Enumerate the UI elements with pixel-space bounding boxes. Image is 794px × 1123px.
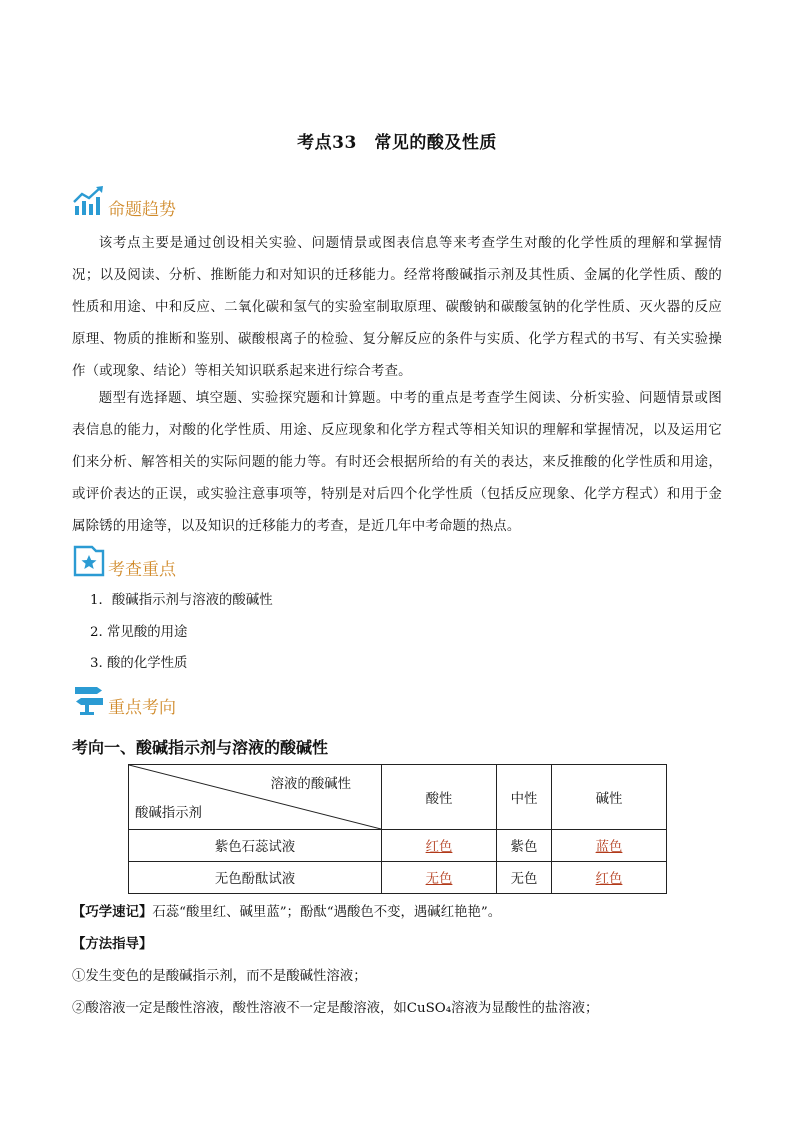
- tip-line: [72, 901, 501, 920]
- table-cell: 红色: [552, 862, 667, 894]
- section-direction-label: 重点考向: [108, 698, 176, 718]
- corner-top-label: 溶液的酸碱性: [270, 777, 351, 792]
- section-trend-header: [72, 182, 176, 218]
- direction-one-title: 考向一、酸碱指示剂与溶液的酸碱性: [72, 738, 329, 757]
- method-item: ②酸溶液一定是酸性溶液，酸性溶液不一定是酸溶液，如CuSO₄溶液为显酸性的盐溶液；: [72, 1001, 599, 1016]
- focus-item: 2. 常见酸的用途: [90, 624, 188, 640]
- table-cell: 蓝色: [552, 830, 667, 862]
- column-header: 中性: [497, 765, 552, 830]
- focus-item: 3. 酸的化学性质: [90, 656, 188, 671]
- table-cell: 紫色: [497, 830, 552, 862]
- row-label: 无色酚酞试液: [129, 862, 382, 894]
- focus-list: [90, 585, 273, 680]
- indicator-table: [128, 764, 667, 894]
- section-direction-header: [72, 680, 176, 716]
- table-cell: 红色: [382, 830, 497, 862]
- section-focus-label: 考查重点: [108, 560, 176, 580]
- table-row: [129, 830, 667, 862]
- trend-paragraph-1: 该考点主要是通过创设相关实验、问题情景或图表信息等来考查学生对酸的化学性质的理解和掌握情况；以及阅读、分析、推断能力和对知识的迁移能力。经常将酸碱指示剂及其性质、金属的化学性质、酸的性质和用途、中和反应、二氧化碳和氢气的实验室制取原理、碳酸钠和碳酸氢钠的化学性质、灭火器的反应原理、物质的推断和鉴别、碳酸根离子的检验、复分解反应的条件与实质、化学方程式的书写、有关实验操作（或现象、结论）等相关知识联系起来进行综合考查。: [72, 236, 722, 379]
- tip-label: 【巧学速记】: [72, 904, 153, 920]
- table-cell: 无色: [497, 862, 552, 894]
- star-folder-icon: [72, 544, 106, 578]
- method-item: ①发生变色的是酸碱指示剂，而不是酸碱性溶液；: [72, 969, 367, 984]
- bar-chart-icon: [72, 184, 106, 218]
- row-label: 紫色石蕊试液: [129, 830, 382, 862]
- column-header: 碱性: [552, 765, 667, 830]
- column-header: 酸性: [382, 765, 497, 830]
- trend-paragraph-2: 题型有选择题、填空题、实验探究题和计算题。中考的重点是考查学生阅读、分析实验、问题情景或图表信息的能力，对酸的化学性质、用途、反应现象和化学方程式等相关知识的理解和掌握情况，以及运用它们来分析、解答相关的实际问题的能力等。有时还会根据所给的有关的表达，来反推酸的化学性质和用途，或评价表达的正误，或实验注意事项等，特别是对后四个化学性质（包括反应现象、化学方程式）和用于金属除锈的用途等，以及知识的迁移能力的考查，是近几年中考命题的热点。: [72, 391, 722, 534]
- signpost-icon: [72, 682, 106, 716]
- section-focus-header: [72, 542, 176, 578]
- page-title: 考点33 常见的酸及性质: [297, 133, 497, 153]
- tip-text: 石蕊“酸里红、碱里蓝”；酚酞“遇酸色不变，遇碱红艳艳”。: [152, 905, 502, 920]
- table-cell: 无色: [382, 862, 497, 894]
- table-header-row: [129, 765, 667, 830]
- table-corner-cell: [129, 765, 382, 830]
- corner-bottom-label: 酸碱指示剂: [135, 806, 202, 821]
- table-row: [129, 862, 667, 894]
- method-label: 【方法指导】: [72, 936, 153, 952]
- section-trend-label: 命题趋势: [108, 200, 176, 220]
- focus-item: 1．酸碱指示剂与溶液的酸碱性: [90, 593, 273, 608]
